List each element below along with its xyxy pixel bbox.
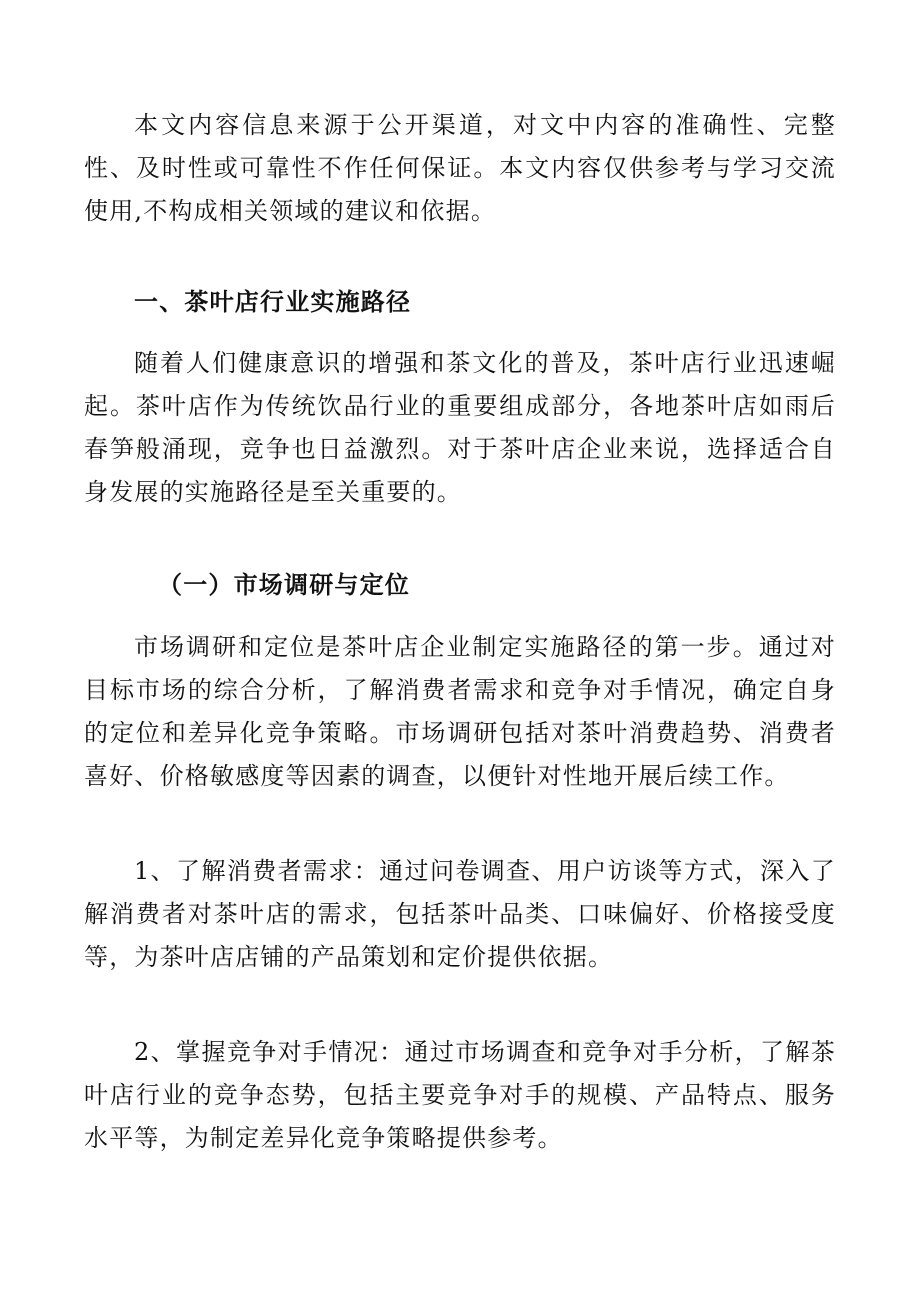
subsection-heading: （一）市场调研与定位 xyxy=(158,570,410,599)
disclaimer-paragraph: 本文内容信息来源于公开渠道，对文中内容的准确性、完整性、及时性或可靠性不作任何保证。本文内容仅供参考与学习交流使用,不构成相关领域的建议和依据。 xyxy=(84,111,836,225)
section-heading: 一、茶叶店行业实施路径 xyxy=(134,287,412,316)
list-item-consumer-needs: 1、了解消费者需求：通过问卷调查、用户访谈等方式，深入了解消费者对茶叶店的需求，包括茶叶品类、口味偏好、价格接受度等，为茶叶店店铺的产品策划和定价提供依据。 xyxy=(84,857,836,971)
list-item-competitors: 2、掌握竞争对手情况：通过市场调查和竞争对手分析，了解茶叶店行业的竞争态势，包括主要竞争对手的规模、产品特点、服务水平等，为制定差异化竞争策略提供参考。 xyxy=(84,1038,836,1152)
market-research-paragraph: 市场调研和定位是茶叶店企业制定实施路径的第一步。通过对目标市场的综合分析，了解消费者需求和竞争对手情况，确定自身的定位和差异化竞争策略。市场调研包括对茶叶消费趋势、消费者喜好、价格敏感度等因素的调查，以便针对性地开展后续工作。 xyxy=(84,633,836,790)
intro-paragraph: 随着人们健康意识的增强和茶文化的普及，茶叶店行业迅速崛起。茶叶店作为传统饮品行业的重要组成部分，各地茶叶店如雨后春笋般涌现，竞争也日益激烈。对于茶叶店企业来说，选择适合自身发展的实施路径是至关重要的。 xyxy=(84,349,836,506)
